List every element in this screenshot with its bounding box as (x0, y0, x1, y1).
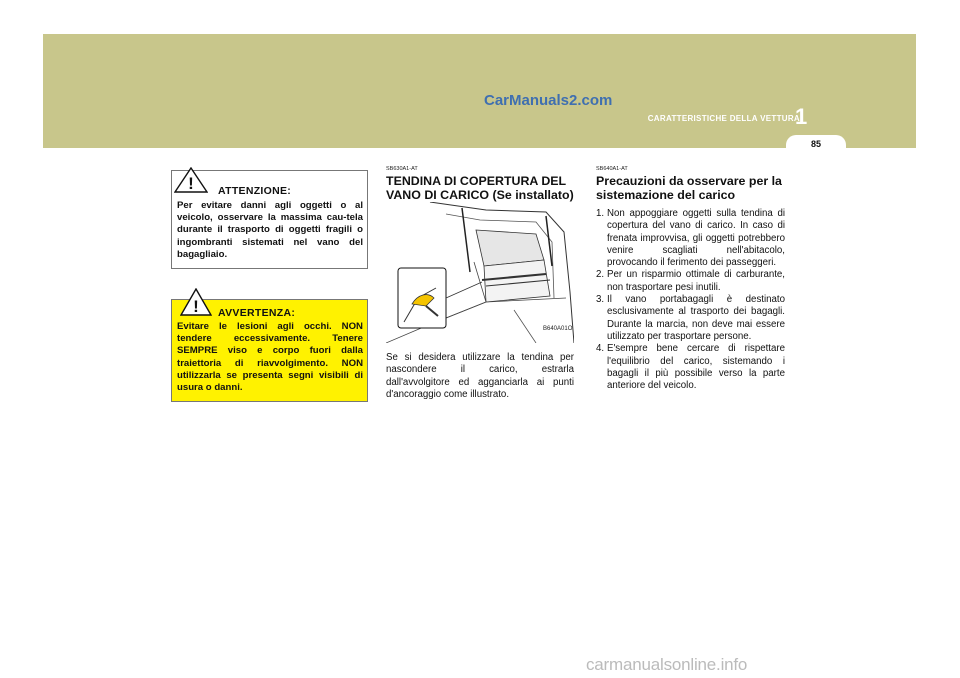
list-item-number: 1. (596, 208, 605, 219)
footer-watermark[interactable]: carmanualsonline.info (586, 655, 748, 674)
cover-section-title-line2: VANO DI CARICO (Se installato) (386, 188, 574, 202)
precautions-section-title-line2: sistemazione del carico (596, 188, 736, 202)
list-item-text: Il vano portabagagli è destinato esclusivamente al trasporto dei bagagli. Durante la marcia, non deve mai essere utilizzato per trasportare persone. (607, 294, 785, 342)
list-item (596, 208, 785, 269)
warning-triangle-icon (180, 288, 212, 316)
cover-section-paragraph: Se si desidera utilizzare la tendina per nascondere il carico, estrarla dall'avvolgitore ed agganciarla ai punti d'ancoraggio come illustrato. (386, 352, 574, 400)
header-band (43, 34, 916, 148)
list-item (596, 269, 785, 294)
warning-triangle-icon (174, 167, 208, 193)
list-item-text: Per un risparmio ottimale di carburante, non trasportare pesi inutili. (607, 269, 785, 293)
cover-section-code: SB630A1-AT (386, 166, 418, 172)
chapter-number: 1 (795, 104, 808, 129)
cargo-cover-illustration (386, 202, 574, 343)
svg-text:!: ! (188, 174, 194, 193)
cover-section-title-line1: TENDINA DI COPERTURA DEL (386, 174, 567, 188)
page-number: 85 (810, 139, 821, 149)
list-item (596, 294, 785, 343)
warning-box (171, 299, 368, 402)
list-item-number: 2. (596, 269, 605, 281)
warning-body: Evitare le lesioni agli occhi. NON tendere eccessivamente. Tenere SEMPRE viso e corpo fuori dalla traiettoria di riavvolgimento. NON utilizzarla se presenta segni visibili di usura o danni. (177, 321, 363, 394)
precautions-section-code: SB640A1-AT (596, 166, 628, 172)
list-item-text: Non appoggiare oggetti sulla tendina di copertura del vano di carico. In caso di frenata improvvisa, gli oggetti potrebbero venire scagliati nell'abitacolo, provocando il ferimento dei passeggeri. (607, 208, 785, 269)
watermark-top[interactable]: CarManuals2.com (484, 92, 613, 109)
list-item-text: E'sempre bene cercare di rispettare l'equilibrio del carico, sistemando i bagagli il più possibile verso la parte anteriore del veicolo. (607, 343, 785, 392)
list-item-number: 3. (596, 294, 605, 306)
list-item (596, 343, 785, 392)
precautions-list (596, 208, 785, 392)
attention-body: Per evitare danni agli oggetti o al veicolo, osservare la massima cau-tela durante il trasporto di oggetti fragili o ingombranti sistemati nel vano del bagagliaio. (177, 200, 363, 260)
precautions-section-title-line1: Precauzioni da osservare per la (596, 174, 782, 188)
list-item-number: 4. (596, 343, 605, 355)
svg-text:!: ! (193, 297, 199, 316)
chapter-title: CARATTERISTICHE DELLA VETTURA (647, 114, 800, 123)
figure-code: B640A01O (543, 326, 573, 332)
warning-heading: AVVERTENZA: (218, 307, 296, 319)
attention-box (171, 170, 368, 269)
attention-heading: ATTENZIONE: (218, 185, 292, 197)
